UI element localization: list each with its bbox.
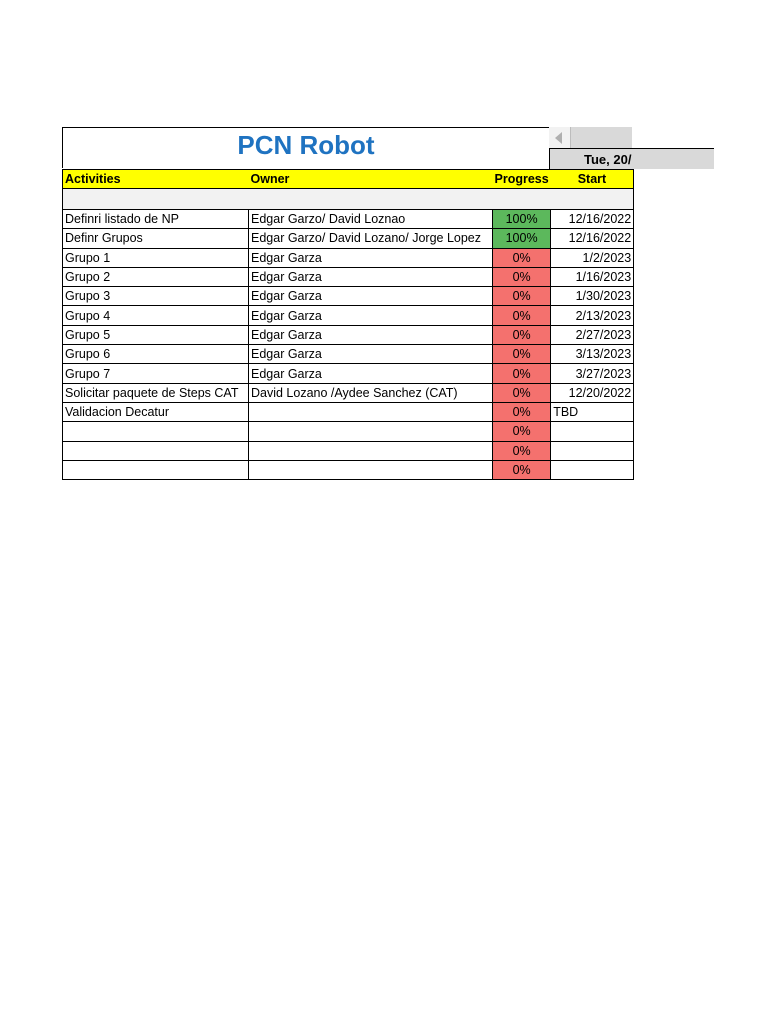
header-progress[interactable]: Progress: [493, 170, 551, 189]
start-cell[interactable]: 12/20/2022: [551, 383, 634, 402]
owner-cell[interactable]: [249, 460, 493, 479]
progress-cell[interactable]: 0%: [493, 325, 551, 344]
start-cell[interactable]: 2/13/2023: [551, 306, 634, 325]
table-row: [63, 460, 634, 479]
activity-cell[interactable]: [63, 422, 249, 441]
progress-cell[interactable]: 100%: [493, 210, 551, 229]
start-cell[interactable]: 1/30/2023: [551, 287, 634, 306]
start-cell[interactable]: [551, 441, 634, 460]
owner-cell[interactable]: David Lozano /Aydee Sanchez (CAT): [249, 383, 493, 402]
owner-cell[interactable]: Edgar Garza: [249, 306, 493, 325]
table-row: [63, 383, 634, 402]
activity-cell[interactable]: Grupo 6: [63, 345, 249, 364]
progress-cell[interactable]: 0%: [493, 460, 551, 479]
spacer-row: [63, 189, 634, 210]
owner-cell[interactable]: [249, 441, 493, 460]
owner-cell[interactable]: [249, 402, 493, 421]
table-row: [63, 345, 634, 364]
owner-cell[interactable]: Edgar Garza: [249, 345, 493, 364]
scroll-left-icon[interactable]: [549, 127, 571, 148]
page-title: PCN Robot: [237, 130, 375, 160]
owner-cell[interactable]: Edgar Garza: [249, 248, 493, 267]
start-cell[interactable]: 3/27/2023: [551, 364, 634, 383]
activity-cell[interactable]: [63, 460, 249, 479]
owner-cell[interactable]: Edgar Garza: [249, 325, 493, 344]
activity-cell[interactable]: Grupo 4: [63, 306, 249, 325]
start-cell[interactable]: 12/16/2022: [551, 229, 634, 248]
spacer-cell[interactable]: [551, 189, 634, 210]
progress-cell[interactable]: 0%: [493, 441, 551, 460]
activity-cell[interactable]: Grupo 2: [63, 267, 249, 286]
progress-cell[interactable]: 0%: [493, 345, 551, 364]
owner-cell[interactable]: Edgar Garzo/ David Lozano/ Jorge Lopez: [249, 229, 493, 248]
activity-cell[interactable]: Validacion Decatur: [63, 402, 249, 421]
owner-cell[interactable]: Edgar Garza: [249, 364, 493, 383]
start-cell[interactable]: [551, 422, 634, 441]
header-start[interactable]: Start: [551, 170, 634, 189]
start-cell[interactable]: 1/2/2023: [551, 248, 634, 267]
progress-cell[interactable]: 0%: [493, 248, 551, 267]
table-row: [63, 210, 634, 229]
table-row: [63, 325, 634, 344]
start-cell[interactable]: TBD: [551, 402, 634, 421]
table-row: [63, 306, 634, 325]
owner-cell[interactable]: Edgar Garza: [249, 287, 493, 306]
progress-cell[interactable]: 0%: [493, 306, 551, 325]
spacer-cell[interactable]: [63, 189, 249, 210]
progress-cell[interactable]: 0%: [493, 287, 551, 306]
header-row: [63, 170, 634, 189]
table-row: [63, 248, 634, 267]
activity-cell[interactable]: Grupo 1: [63, 248, 249, 267]
progress-cell[interactable]: 0%: [493, 402, 551, 421]
activities-table: [62, 169, 634, 480]
header-activities[interactable]: Activities: [63, 170, 249, 189]
owner-cell[interactable]: Edgar Garza: [249, 267, 493, 286]
scrollbar[interactable]: [549, 127, 632, 148]
table-row: [63, 229, 634, 248]
table-row: [63, 364, 634, 383]
date-cell[interactable]: Tue, 20/: [549, 148, 714, 169]
start-cell[interactable]: 1/16/2023: [551, 267, 634, 286]
progress-cell[interactable]: 0%: [493, 383, 551, 402]
title-cell[interactable]: [62, 127, 550, 168]
activity-cell[interactable]: Grupo 3: [63, 287, 249, 306]
activity-cell[interactable]: Solicitar paquete de Steps CAT: [63, 383, 249, 402]
progress-cell[interactable]: 0%: [493, 422, 551, 441]
progress-cell[interactable]: 0%: [493, 364, 551, 383]
progress-cell[interactable]: 100%: [493, 229, 551, 248]
start-cell[interactable]: 3/13/2023: [551, 345, 634, 364]
activity-cell[interactable]: Definri listado de NP: [63, 210, 249, 229]
activity-cell[interactable]: [63, 441, 249, 460]
start-cell[interactable]: 2/27/2023: [551, 325, 634, 344]
table-row: [63, 441, 634, 460]
owner-cell[interactable]: Edgar Garzo/ David Loznao: [249, 210, 493, 229]
header-owner[interactable]: Owner: [249, 170, 493, 189]
spacer-cell[interactable]: [249, 189, 493, 210]
spreadsheet: [62, 127, 632, 168]
activity-cell[interactable]: Grupo 5: [63, 325, 249, 344]
activity-cell[interactable]: Definr Grupos: [63, 229, 249, 248]
table-row: [63, 402, 634, 421]
table-row: [63, 422, 634, 441]
start-cell[interactable]: 12/16/2022: [551, 210, 634, 229]
start-cell[interactable]: [551, 460, 634, 479]
table-row: [63, 267, 634, 286]
activity-cell[interactable]: Grupo 7: [63, 364, 249, 383]
progress-cell[interactable]: 0%: [493, 267, 551, 286]
spacer-cell[interactable]: [493, 189, 551, 210]
owner-cell[interactable]: [249, 422, 493, 441]
table-row: [63, 287, 634, 306]
